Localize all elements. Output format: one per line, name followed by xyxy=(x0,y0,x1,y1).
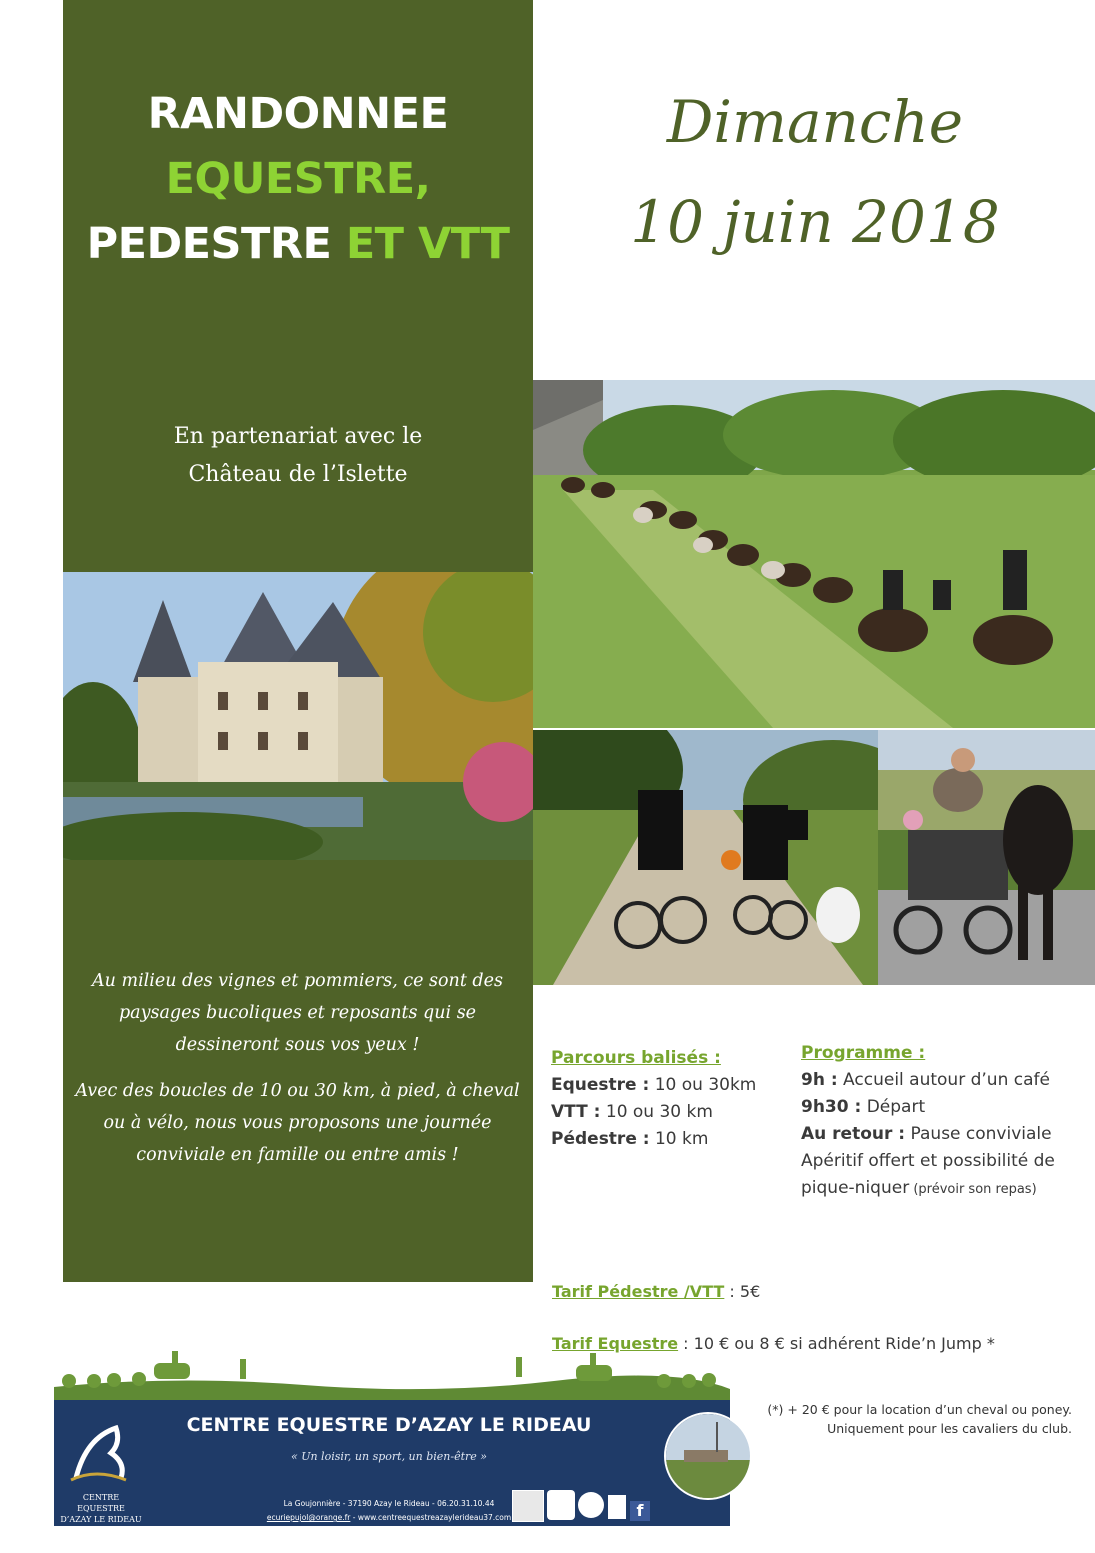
club-website[interactable]: - www.centreequestreazaylerideau37.com xyxy=(350,1513,512,1522)
silhouette-strip xyxy=(54,1345,730,1403)
qr-code-icon xyxy=(512,1490,544,1522)
description-para2: Avec des boucles de 10 ou 30 km, à pied, à cheval ou à vélo, nous vous proposons une journée conviviale en famille ou entre amis ! xyxy=(75,1081,520,1165)
date-full: 10 juin 2018 xyxy=(630,188,1000,256)
event-title xyxy=(63,82,533,277)
club-email[interactable]: ecuriepujol@orange.fr xyxy=(266,1513,351,1522)
castle-photo xyxy=(63,572,533,860)
rental-note: (*) + 20 € pour la location d’un cheval ou poney. Uniquement pour les cavaliers du club. xyxy=(767,1402,1072,1436)
programme-heading: Programme : xyxy=(801,1043,926,1063)
parcours-heading: Parcours balisés : xyxy=(551,1048,721,1068)
date-day: Dimanche xyxy=(666,88,964,156)
programme-extra2: pique-niquer (prévoir son repas) xyxy=(801,1178,1037,1198)
certification-badge-icon xyxy=(608,1495,626,1519)
riders-photo xyxy=(533,380,1095,728)
partner-line1: En partenariat avec le xyxy=(173,424,423,449)
label-badge-icon xyxy=(547,1490,575,1520)
title-line3b: ET VTT xyxy=(345,219,510,269)
footer-banner xyxy=(54,1400,730,1526)
programme-section xyxy=(801,1040,1086,1203)
programme-item: 9h30 : Départ xyxy=(801,1097,926,1117)
facebook-icon[interactable]: f xyxy=(630,1501,650,1521)
partner-text xyxy=(63,418,533,494)
parcours-section xyxy=(551,1045,756,1153)
programme-item: 9h : Accueil autour d’un café xyxy=(801,1070,1050,1090)
title-line1: RANDONNEE xyxy=(147,89,449,139)
club-address: La Goujonnière - 37190 Azay le Rideau - 06.20.31.10.44 ecuriepujol@orange.fr - www.centreequestreazaylerideau37.com xyxy=(266,1499,512,1522)
parcours-item: Pédestre : 10 km xyxy=(551,1129,709,1149)
title-line2: EQUESTRE, xyxy=(165,154,431,204)
cyclists-photo xyxy=(533,730,878,985)
club-motto: « Un loisir, un sport, un bien-être » xyxy=(290,1450,488,1463)
carriage-photo xyxy=(878,730,1095,985)
programme-extra1: Apéritif offert et possibilité de xyxy=(801,1151,1055,1171)
club-name: CENTRE EQUESTRE D’AZAY LE RIDEAU xyxy=(186,1414,592,1436)
stable-photo xyxy=(664,1412,752,1500)
tarif-pedestre: Tarif Pédestre /VTT : 5€ xyxy=(552,1282,761,1301)
partner-line2: Château de l’Islette xyxy=(188,462,408,487)
federation-badge-icon xyxy=(578,1492,604,1518)
horse-logo-icon xyxy=(66,1418,136,1488)
tarif-equestre: Tarif Equestre : 10 € ou 8 € si adhérent Ride’n Jump * xyxy=(552,1334,995,1353)
description xyxy=(75,965,520,1185)
parcours-item: VTT : 10 ou 30 km xyxy=(551,1102,713,1122)
logo-caption: CENTRE EQUESTRE D’AZAY LE RIDEAU xyxy=(60,1493,142,1524)
title-line3a: PEDESTRE xyxy=(86,219,332,269)
programme-item: Au retour : Pause conviviale xyxy=(801,1124,1052,1144)
description-para1: Au milieu des vignes et pommiers, ce sont des paysages bucoliques et reposants qui se dessineront sous vos yeux ! xyxy=(92,971,503,1055)
parcours-item: Equestre : 10 ou 30km xyxy=(551,1075,757,1095)
